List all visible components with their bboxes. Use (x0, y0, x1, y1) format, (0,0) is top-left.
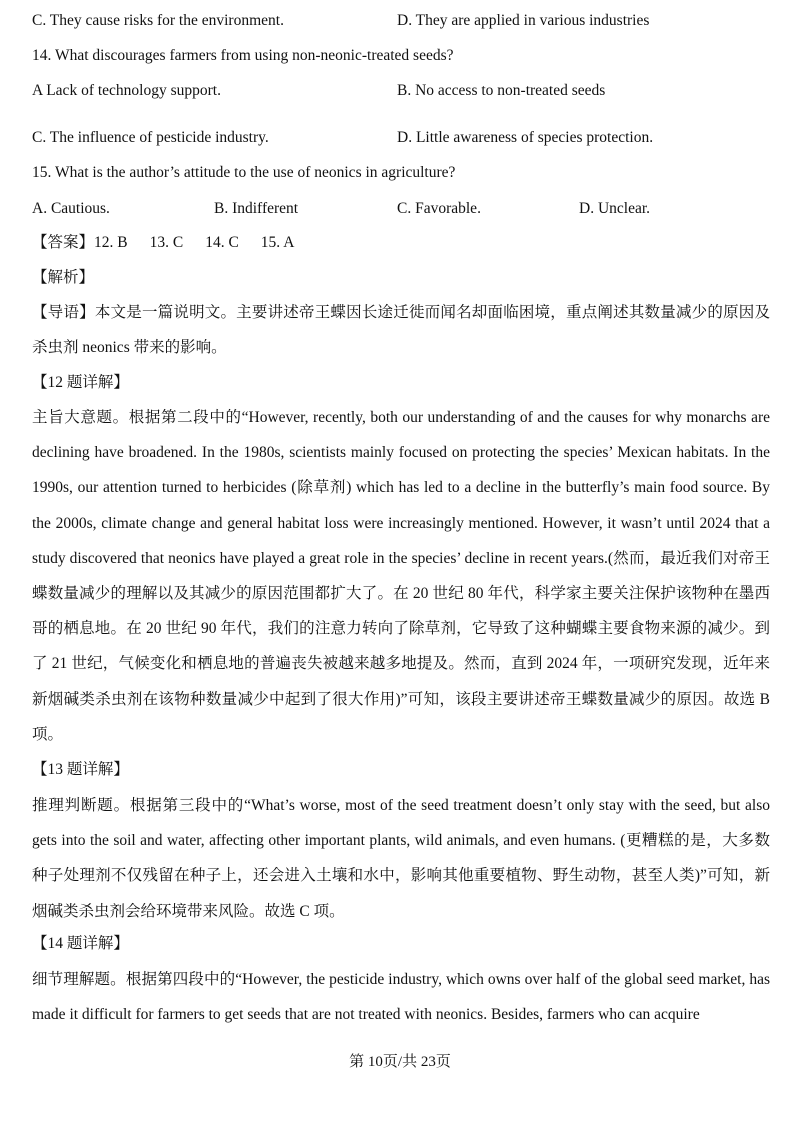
q15-option-a: A. Cautious. (32, 200, 110, 217)
page-footer: 第 10页/共 23页 (349, 1054, 451, 1070)
q14-option-b: B. No access to non-treated seeds (397, 82, 606, 99)
intro-paragraph: 【导语】本文是一篇说明文。主要讲述帝王蝶因长途迁徙而闻名却面临困境，重点阐述其数量减少的原因及杀虫剂 neonics 带来的影响。 (32, 304, 770, 357)
q13-option-d: D. They are applied in various industries (397, 12, 650, 29)
analysis-label: 【解析】 (32, 269, 95, 286)
q15-option-d: D. Unclear. (579, 200, 651, 217)
q13-detail-heading: 【13 题详解】 (32, 761, 129, 778)
q14-option-a: A Lack of technology support. (32, 82, 221, 99)
q14-question: 14. What discourages farmers from using non-neonic-treated seeds? (32, 47, 454, 64)
q15-question: 15. What is the author’s attitude to the use of neonics in agriculture? (32, 164, 456, 181)
answer-line (32, 233, 316, 253)
q12-detail-body: 主旨大意题。根据第二段中的“However, recently, both our understanding of and the causes for why monarchs are declining have broadened. In the 1980s, scientists mainly focused on protecting the species’ Mexican habitats. In the 1990s, our attention turned to herbicides (除草剂) which has led to a decline in the butterfly’s main food source. By the 2000s, climate change and general habitat loss were increasingly mentioned. However, it wasn’t until 2024 that a study discovered that neonics have played a great role in the species’ decline in recent years.(然而，最近我们对帝王蝶数量减少的理解以及其减少的原因范围都扩大了。在 20 世纪 80 年代，科学家主要关注保护该物种在墨西哥的栖息地。在 20 世纪 90 年代，我们的注意力转向了除草剂，它导致了这种蝴蝶主要食物来源的减少。到了 21 世纪，气候变化和栖息地的普遍丧失被越来越多地提及。然而，直到 2024 年，一项研究发现，近年来新烟碱类杀虫剂在该物种数量减少中起到了很大作用)”可知，该段主要讲述帝王蝶数量减少的原因。故选 B 项。 (32, 409, 770, 743)
answer-item: 15. A (260, 234, 295, 251)
q14-detail-body: 细节理解题。根据第四段中的“However, the pesticide industry, which owns over half of the global seed market, has made it difficult for farmers to get seeds that are not treated with neonics. Besides, farmers who can acquire (32, 971, 770, 1024)
answer-item: 14. C (205, 234, 239, 251)
q14-detail-heading: 【14 题详解】 (32, 935, 129, 952)
q14-option-d: D. Little awareness of species protection. (397, 129, 654, 146)
answer-item: 12. B (94, 234, 128, 251)
q14-option-c: C. The influence of pesticide industry. (32, 129, 269, 146)
answer-item: 13. C (149, 234, 184, 251)
q13-detail-body: 推理判断题。根据第三段中的“What’s worse, most of the seed treatment doesn’t only stay with the seed, but also gets into the soil and water, affecting other important plants, wild animals, and even humans. (更糟糕的是，大多数种子处理剂不仅残留在种子上，还会进入土壤和水中，影响其他重要植物、野生动物，甚至人类)”可知，新烟碱类杀虫剂会给环境带来风险。故选 C 项。 (32, 797, 770, 920)
q15-option-b: B. Indifferent (214, 200, 299, 217)
q13-option-c: C. They cause risks for the environment. (32, 12, 284, 29)
q15-option-c: C. Favorable. (397, 200, 481, 217)
answer-label: 【答案】 (32, 234, 95, 251)
q12-detail-heading: 【12 题详解】 (32, 374, 129, 391)
